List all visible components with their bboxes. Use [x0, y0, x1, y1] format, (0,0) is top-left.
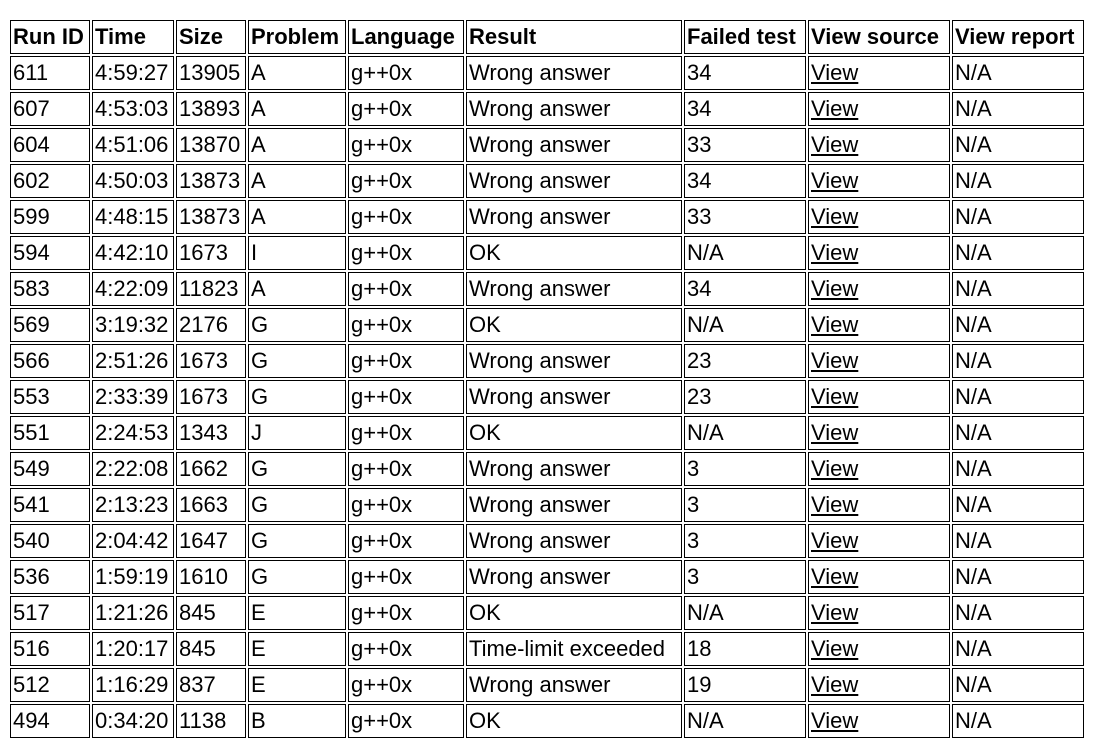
time-cell: 4:51:06 [92, 128, 174, 162]
result-cell: OK [466, 596, 682, 630]
view-source-cell [808, 56, 950, 90]
run-id-cell: 551 [10, 416, 90, 450]
language-cell: g++0x [348, 380, 464, 414]
header-failed-test: Failed test [684, 20, 806, 54]
view-source-cell [808, 668, 950, 702]
size-cell: 1663 [176, 488, 246, 522]
view-source-link[interactable]: View [811, 347, 859, 373]
table-row [10, 272, 1084, 306]
time-cell: 1:20:17 [92, 632, 174, 666]
size-cell: 845 [176, 596, 246, 630]
failed-test-cell: 19 [684, 668, 806, 702]
table-row [10, 380, 1084, 414]
header-problem: Problem [248, 20, 346, 54]
view-report-cell: N/A [952, 524, 1084, 558]
language-cell: g++0x [348, 236, 464, 270]
run-id-cell: 607 [10, 92, 90, 126]
view-source-cell [808, 92, 950, 126]
size-cell: 837 [176, 668, 246, 702]
table-row [10, 524, 1084, 558]
view-report-cell: N/A [952, 452, 1084, 486]
failed-test-cell: N/A [684, 236, 806, 270]
result-cell: Wrong answer [466, 380, 682, 414]
result-cell: Time-limit exceeded [466, 632, 682, 666]
result-cell: Wrong answer [466, 128, 682, 162]
table-row [10, 704, 1084, 738]
failed-test-cell: 34 [684, 164, 806, 198]
size-cell: 1138 [176, 704, 246, 738]
failed-test-cell: 3 [684, 488, 806, 522]
view-source-link[interactable]: View [811, 419, 859, 445]
size-cell: 2176 [176, 308, 246, 342]
view-report-cell: N/A [952, 56, 1084, 90]
time-cell: 2:22:08 [92, 452, 174, 486]
failed-test-cell: N/A [684, 596, 806, 630]
result-cell: Wrong answer [466, 668, 682, 702]
language-cell: g++0x [348, 632, 464, 666]
problem-cell: I [248, 236, 346, 270]
run-id-cell: 604 [10, 128, 90, 162]
run-id-cell: 602 [10, 164, 90, 198]
view-source-link[interactable]: View [811, 131, 859, 157]
problem-cell: B [248, 704, 346, 738]
problem-cell: E [248, 668, 346, 702]
result-cell: OK [466, 308, 682, 342]
run-id-cell: 540 [10, 524, 90, 558]
run-id-cell: 517 [10, 596, 90, 630]
view-report-cell: N/A [952, 128, 1084, 162]
run-id-cell: 583 [10, 272, 90, 306]
problem-cell: A [248, 128, 346, 162]
result-cell: Wrong answer [466, 452, 682, 486]
view-report-cell: N/A [952, 560, 1084, 594]
view-source-link[interactable]: View [811, 599, 859, 625]
run-id-cell: 512 [10, 668, 90, 702]
view-source-cell [808, 236, 950, 270]
time-cell: 3:19:32 [92, 308, 174, 342]
failed-test-cell: 3 [684, 560, 806, 594]
table-row [10, 596, 1084, 630]
size-cell: 1662 [176, 452, 246, 486]
view-report-cell: N/A [952, 272, 1084, 306]
language-cell: g++0x [348, 488, 464, 522]
size-cell: 1673 [176, 380, 246, 414]
table-row [10, 56, 1084, 90]
submissions-table [8, 18, 1086, 740]
language-cell: g++0x [348, 92, 464, 126]
run-id-cell: 536 [10, 560, 90, 594]
language-cell: g++0x [348, 164, 464, 198]
failed-test-cell: N/A [684, 704, 806, 738]
view-report-cell: N/A [952, 488, 1084, 522]
problem-cell: G [248, 488, 346, 522]
time-cell: 1:59:19 [92, 560, 174, 594]
view-source-link[interactable]: View [811, 671, 859, 697]
problem-cell: G [248, 452, 346, 486]
failed-test-cell: 23 [684, 380, 806, 414]
problem-cell: G [248, 344, 346, 378]
view-source-link[interactable]: View [811, 563, 859, 589]
result-cell: Wrong answer [466, 524, 682, 558]
language-cell: g++0x [348, 416, 464, 450]
view-source-cell [808, 704, 950, 738]
failed-test-cell: N/A [684, 416, 806, 450]
time-cell: 2:51:26 [92, 344, 174, 378]
header-size: Size [176, 20, 246, 54]
language-cell: g++0x [348, 524, 464, 558]
language-cell: g++0x [348, 308, 464, 342]
table-row [10, 128, 1084, 162]
time-cell: 4:22:09 [92, 272, 174, 306]
size-cell: 1673 [176, 344, 246, 378]
view-source-cell [808, 272, 950, 306]
view-source-link[interactable]: View [811, 275, 859, 301]
run-id-cell: 541 [10, 488, 90, 522]
run-id-cell: 611 [10, 56, 90, 90]
language-cell: g++0x [348, 668, 464, 702]
view-report-cell: N/A [952, 416, 1084, 450]
result-cell: Wrong answer [466, 344, 682, 378]
size-cell: 13873 [176, 164, 246, 198]
failed-test-cell: N/A [684, 308, 806, 342]
result-cell: OK [466, 704, 682, 738]
problem-cell: G [248, 380, 346, 414]
view-report-cell: N/A [952, 200, 1084, 234]
header-time: Time [92, 20, 174, 54]
time-cell: 2:13:23 [92, 488, 174, 522]
table-header-row [10, 20, 1084, 54]
view-report-cell: N/A [952, 164, 1084, 198]
view-source-cell [808, 452, 950, 486]
result-cell: Wrong answer [466, 92, 682, 126]
problem-cell: G [248, 560, 346, 594]
view-report-cell: N/A [952, 344, 1084, 378]
table-row [10, 236, 1084, 270]
view-report-cell: N/A [952, 668, 1084, 702]
failed-test-cell: 23 [684, 344, 806, 378]
size-cell: 1673 [176, 236, 246, 270]
language-cell: g++0x [348, 596, 464, 630]
view-source-link[interactable]: View [811, 491, 859, 517]
size-cell: 13905 [176, 56, 246, 90]
size-cell: 845 [176, 632, 246, 666]
view-source-link[interactable]: View [811, 383, 859, 409]
header-view-source: View source [808, 20, 950, 54]
time-cell: 4:48:15 [92, 200, 174, 234]
view-report-cell: N/A [952, 308, 1084, 342]
view-source-cell [808, 308, 950, 342]
view-source-cell [808, 344, 950, 378]
table-row [10, 632, 1084, 666]
problem-cell: G [248, 308, 346, 342]
submissions-container [8, 18, 1086, 740]
view-source-cell [808, 596, 950, 630]
time-cell: 4:59:27 [92, 56, 174, 90]
language-cell: g++0x [348, 128, 464, 162]
time-cell: 4:53:03 [92, 92, 174, 126]
table-row [10, 164, 1084, 198]
view-report-cell: N/A [952, 92, 1084, 126]
view-source-link[interactable]: View [811, 239, 859, 265]
time-cell: 1:21:26 [92, 596, 174, 630]
table-row [10, 308, 1084, 342]
failed-test-cell: 33 [684, 200, 806, 234]
view-source-link[interactable]: View [811, 59, 859, 85]
header-result: Result [466, 20, 682, 54]
result-cell: OK [466, 236, 682, 270]
result-cell: Wrong answer [466, 200, 682, 234]
view-source-cell [808, 560, 950, 594]
view-source-cell [808, 524, 950, 558]
problem-cell: A [248, 272, 346, 306]
problem-cell: A [248, 164, 346, 198]
size-cell: 13870 [176, 128, 246, 162]
result-cell: Wrong answer [466, 272, 682, 306]
problem-cell: A [248, 200, 346, 234]
run-id-cell: 516 [10, 632, 90, 666]
problem-cell: E [248, 596, 346, 630]
run-id-cell: 549 [10, 452, 90, 486]
view-source-link[interactable]: View [811, 203, 859, 229]
failed-test-cell: 34 [684, 56, 806, 90]
view-source-cell [808, 632, 950, 666]
result-cell: OK [466, 416, 682, 450]
header-run-id: Run ID [10, 20, 90, 54]
table-row [10, 92, 1084, 126]
size-cell: 11823 [176, 272, 246, 306]
view-source-cell [808, 488, 950, 522]
view-source-link[interactable]: View [811, 635, 859, 661]
header-view-report: View report [952, 20, 1084, 54]
run-id-cell: 599 [10, 200, 90, 234]
failed-test-cell: 33 [684, 128, 806, 162]
run-id-cell: 566 [10, 344, 90, 378]
failed-test-cell: 18 [684, 632, 806, 666]
view-report-cell: N/A [952, 380, 1084, 414]
failed-test-cell: 34 [684, 92, 806, 126]
time-cell: 2:33:39 [92, 380, 174, 414]
table-row [10, 668, 1084, 702]
time-cell: 0:34:20 [92, 704, 174, 738]
view-source-cell [808, 416, 950, 450]
view-report-cell: N/A [952, 236, 1084, 270]
view-source-cell [808, 380, 950, 414]
table-row [10, 416, 1084, 450]
run-id-cell: 569 [10, 308, 90, 342]
time-cell: 2:04:42 [92, 524, 174, 558]
time-cell: 4:50:03 [92, 164, 174, 198]
size-cell: 13873 [176, 200, 246, 234]
view-source-cell [808, 164, 950, 198]
view-source-link[interactable]: View [811, 167, 859, 193]
view-source-cell [808, 128, 950, 162]
problem-cell: J [248, 416, 346, 450]
table-row [10, 200, 1084, 234]
table-row [10, 344, 1084, 378]
table-row [10, 488, 1084, 522]
size-cell: 1343 [176, 416, 246, 450]
header-language: Language [348, 20, 464, 54]
view-source-link[interactable]: View [811, 707, 859, 733]
size-cell: 1610 [176, 560, 246, 594]
result-cell: Wrong answer [466, 560, 682, 594]
language-cell: g++0x [348, 272, 464, 306]
view-source-link[interactable]: View [811, 311, 859, 337]
time-cell: 4:42:10 [92, 236, 174, 270]
view-source-link[interactable]: View [811, 95, 859, 121]
run-id-cell: 494 [10, 704, 90, 738]
size-cell: 1647 [176, 524, 246, 558]
view-source-cell [808, 200, 950, 234]
view-source-link[interactable]: View [811, 455, 859, 481]
view-report-cell: N/A [952, 632, 1084, 666]
size-cell: 13893 [176, 92, 246, 126]
language-cell: g++0x [348, 200, 464, 234]
problem-cell: A [248, 56, 346, 90]
language-cell: g++0x [348, 560, 464, 594]
view-report-cell: N/A [952, 704, 1084, 738]
language-cell: g++0x [348, 344, 464, 378]
failed-test-cell: 3 [684, 452, 806, 486]
table-row [10, 560, 1084, 594]
time-cell: 1:16:29 [92, 668, 174, 702]
result-cell: Wrong answer [466, 488, 682, 522]
table-row [10, 452, 1084, 486]
table-body [10, 56, 1084, 738]
language-cell: g++0x [348, 452, 464, 486]
language-cell: g++0x [348, 704, 464, 738]
result-cell: Wrong answer [466, 164, 682, 198]
problem-cell: A [248, 92, 346, 126]
problem-cell: E [248, 632, 346, 666]
problem-cell: G [248, 524, 346, 558]
result-cell: Wrong answer [466, 56, 682, 90]
view-source-link[interactable]: View [811, 527, 859, 553]
failed-test-cell: 3 [684, 524, 806, 558]
failed-test-cell: 34 [684, 272, 806, 306]
run-id-cell: 553 [10, 380, 90, 414]
language-cell: g++0x [348, 56, 464, 90]
run-id-cell: 594 [10, 236, 90, 270]
view-report-cell: N/A [952, 596, 1084, 630]
time-cell: 2:24:53 [92, 416, 174, 450]
